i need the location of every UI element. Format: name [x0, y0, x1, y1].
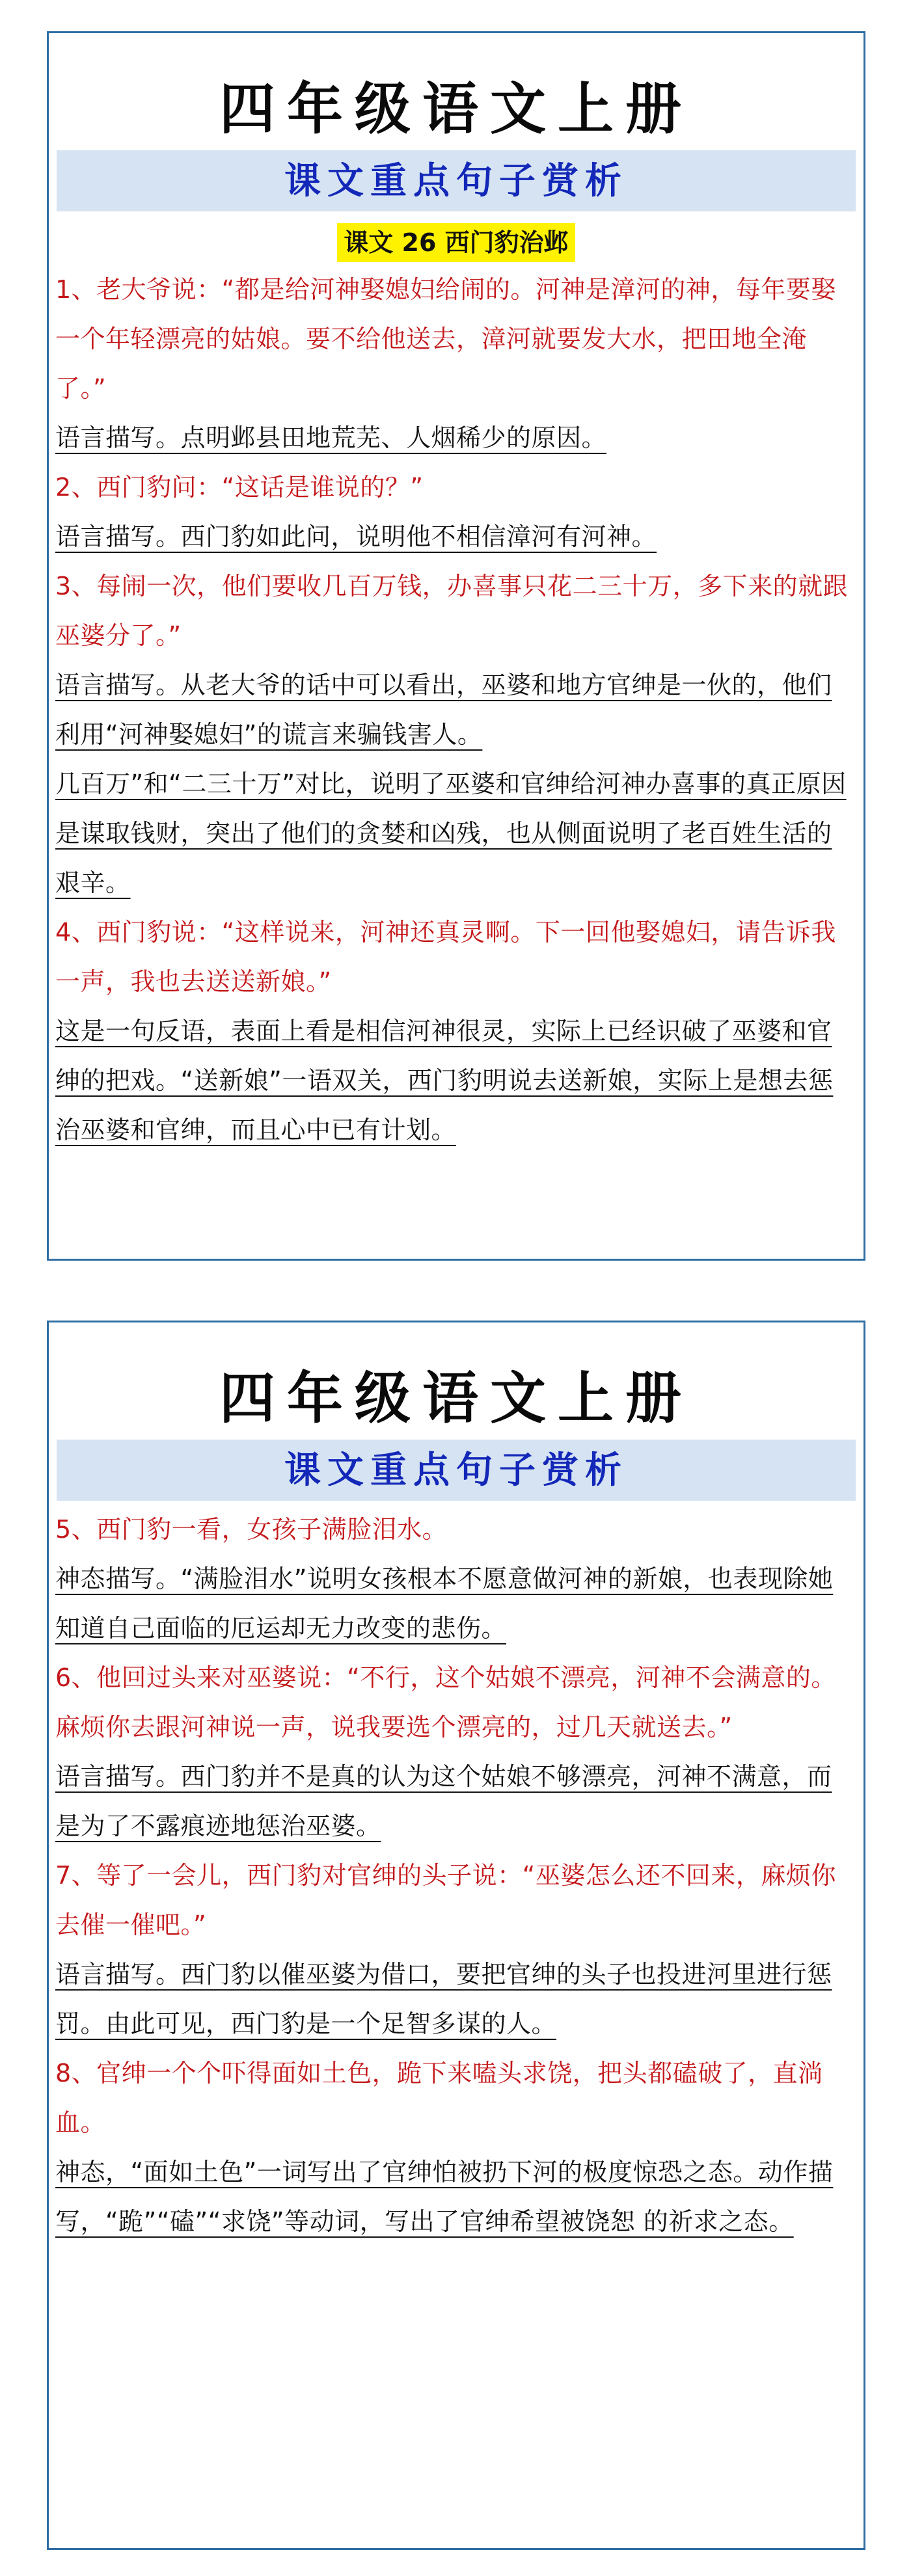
section-subtitle: 课文重点句子赏析: [57, 1440, 856, 1501]
sentence-quote: 7、等了一会儿，西门豹对官绅的头子说：“巫婆怎么还不回来，麻烦你去催一催吧。”: [55, 1861, 836, 1939]
sentence-quote: 4、西门豹说：“这样说来，河神还真灵啊。下一回他娶媳妇，请告诉我一声，我也去送送新娘。”: [55, 918, 836, 996]
analysis-list: [49, 265, 863, 1155]
page-card-2: [47, 1321, 865, 2550]
sentence-analysis: 神态，“面如土色”一词写出了官绅怕被扔下河的极度惊恐之态。动作描写，“跪”“磕”“求饶”等动词，写出了官绅希望被饶恕 的祈求之态。: [55, 2158, 834, 2236]
sentence-analysis: 几百万”和“二三十万”对比，说明了巫婆和官绅给河神办喜事的真正原因是谋取钱财，突出了他们的贪婪和凶残，也从侧面说明了老百姓生活的艰辛。: [55, 770, 847, 897]
page-title: 四年级语文上册: [219, 1365, 693, 1431]
sentence-analysis: 语言描写。西门豹以催巫婆为借口，要把官绅的头子也投进河里进行惩罚。由此可见，西门豹是一个足智多谋的人。: [55, 1960, 832, 2038]
sentence-quote: 3、每闹一次，他们要收几百万钱，办喜事只花二三十万，多下来的就跟巫婆分了。”: [55, 572, 849, 650]
sentence-analysis: 语言描写。西门豹并不是真的认为这个姑娘不够漂亮，河神不满意，而是为了不露痕迹地惩治巫婆。: [55, 1762, 832, 1840]
page-card-1: [47, 31, 865, 1261]
sentence-quote: 1、老大爷说：“都是给河神娶媳妇给闹的。河神是漳河的神，每年要娶一个年轻漂亮的姑娘。要不给他送去，漳河就要发大水，把田地全淹了。”: [55, 275, 836, 403]
analysis-list: [49, 1505, 863, 2246]
sentence-analysis: 语言描写。点明邺县田地荒芜、人烟稀少的原因。: [55, 423, 607, 452]
page-title: 四年级语文上册: [219, 76, 693, 142]
sentence-quote: 5、西门豹一看，女孩子满脸泪水。: [55, 1515, 448, 1544]
sentence-analysis: 语言描写。从老大爷的话中可以看出，巫婆和地方官绅是一伙的，他们利用“河神娶媳妇”的谎言来骗钱害人。: [55, 671, 832, 749]
sentence-quote: 8、官绅一个个吓得面如土色，跪下来嗑头求饶，把头都磕破了，直淌血。: [55, 2059, 823, 2137]
lesson-label: 课文 26 西门豹治邺: [337, 223, 575, 262]
sentence-analysis: 这是一句反语，表面上看是相信河神很灵，实际上已经识破了巫婆和官绅的把戏。“送新娘”一语双关，西门豹明说去送新娘，实际上是想去惩治巫婆和官绅，而且心中已有计划。: [55, 1017, 834, 1144]
lesson-heading: [49, 223, 863, 263]
sentence-quote: 6、他回过头来对巫婆说：“不行，这个姑娘不漂亮，河神不会满意的。麻烦你去跟河神说一声，说我要选个漂亮的，过几天就送去。”: [55, 1663, 836, 1741]
sentence-analysis: 神态描写。“满脸泪水”说明女孩根本不愿意做河神的新娘，也表现除她知道自己面临的厄运却无力改变的悲伤。: [55, 1564, 834, 1643]
sentence-analysis: 语言描写。西门豹如此问，说明他不相信漳河有河神。: [55, 522, 657, 551]
sentence-quote: 2、西门豹问：“这话是谁说的？”: [55, 473, 424, 502]
section-subtitle: 课文重点句子赏析: [57, 150, 856, 211]
